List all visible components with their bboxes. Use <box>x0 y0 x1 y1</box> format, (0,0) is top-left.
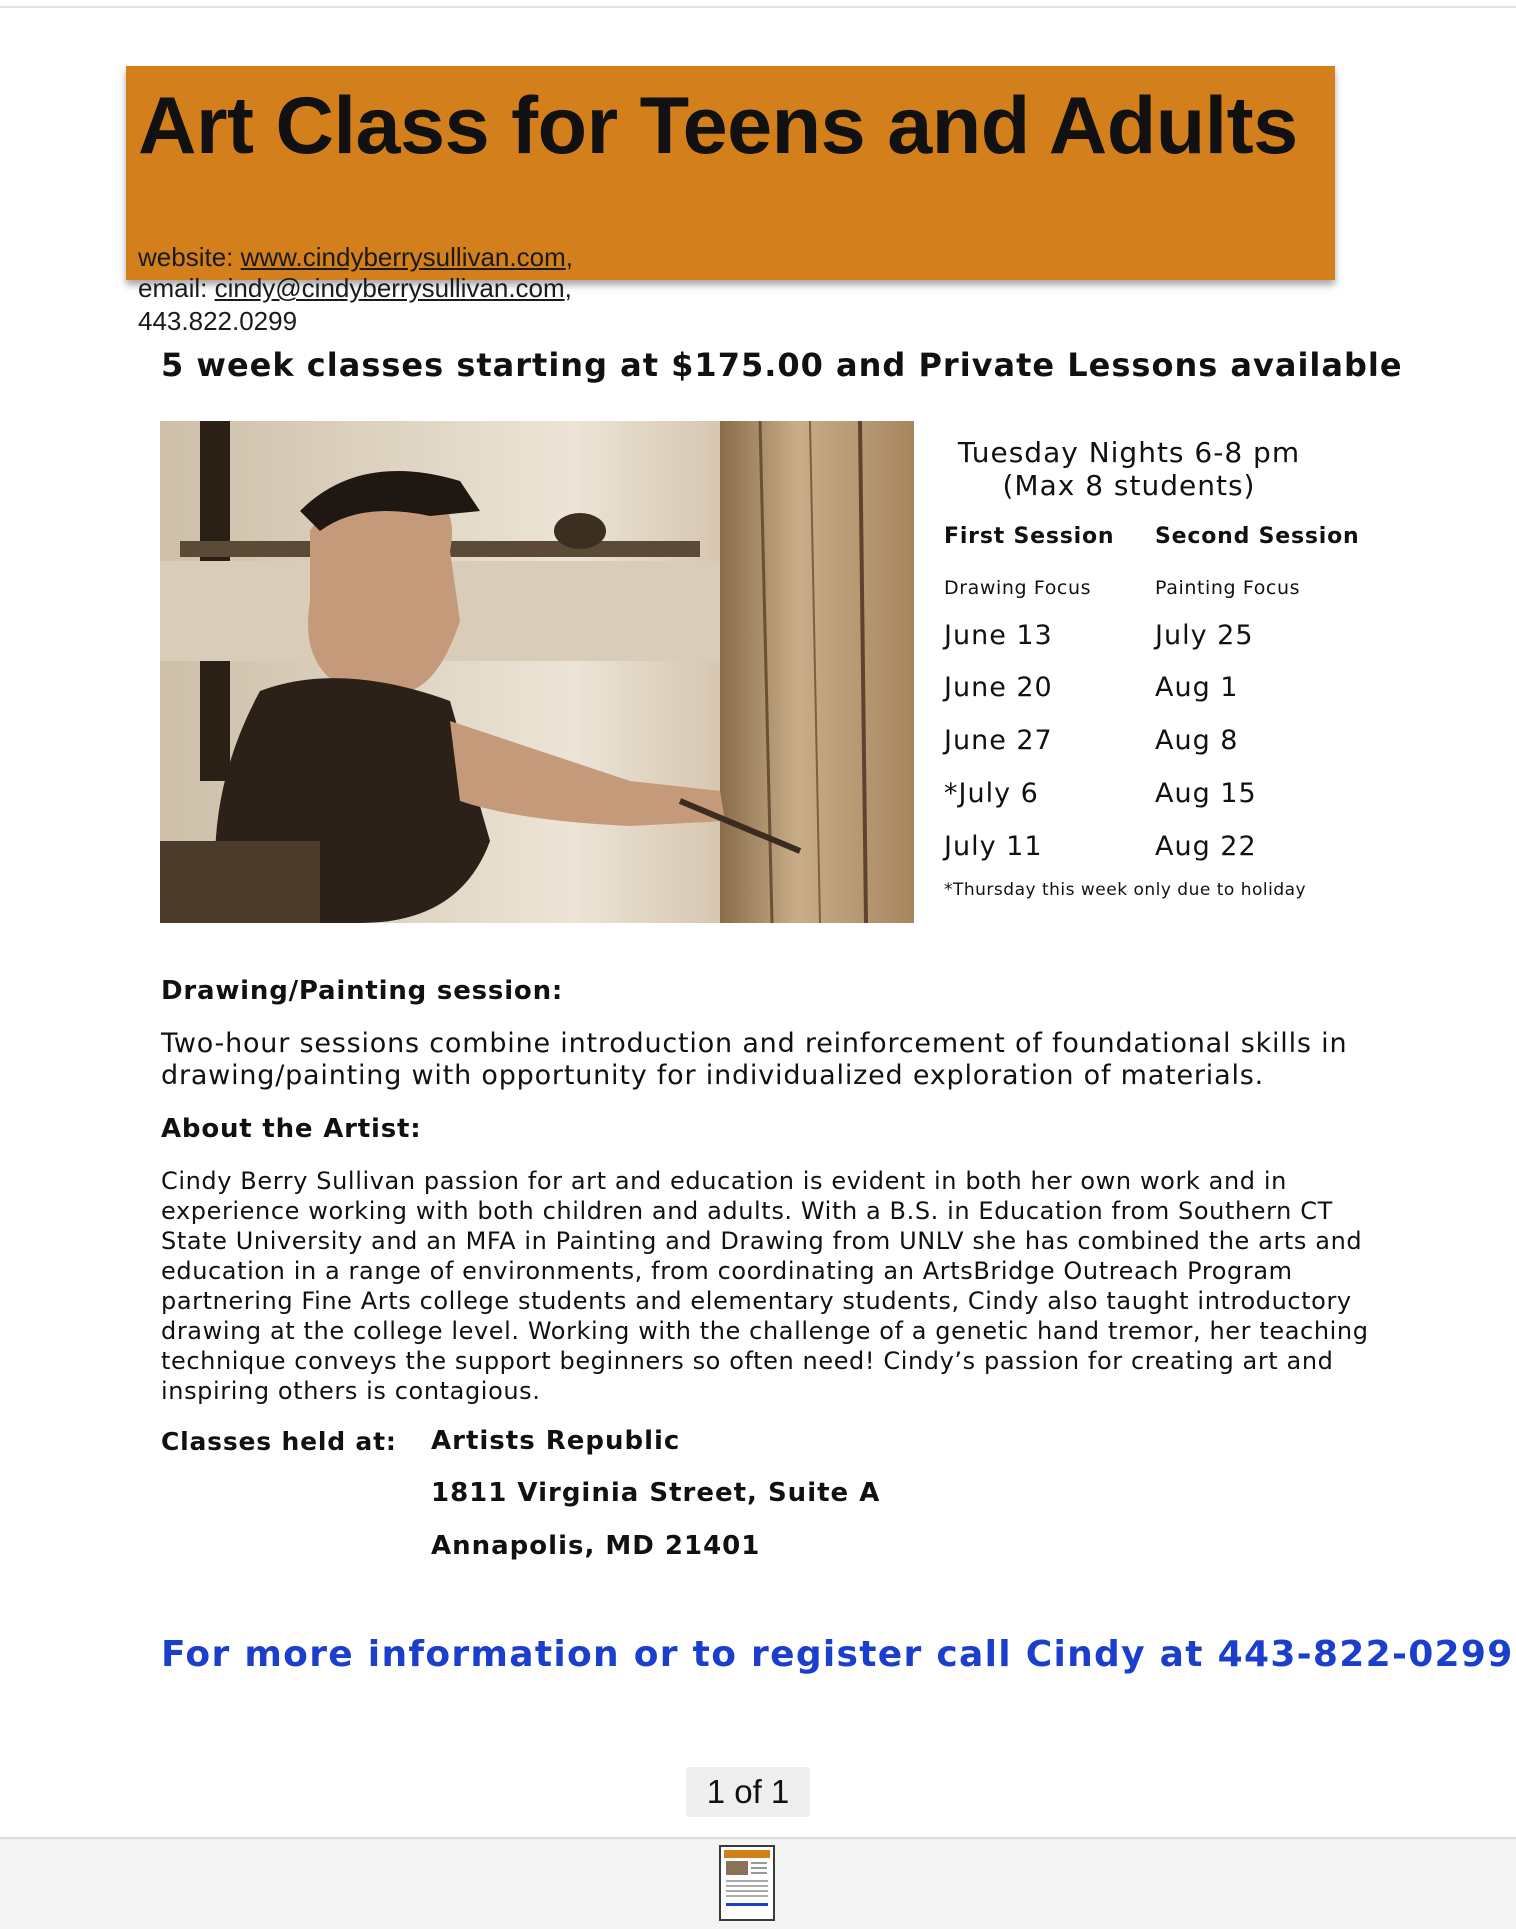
holiday-footnote: *Thursday this week only due to holiday <box>944 880 1307 900</box>
first-session-date: *July 6 <box>944 778 1039 809</box>
second-session-date: Aug 1 <box>1155 672 1239 703</box>
artist-heading: About the Artist: <box>161 1114 422 1144</box>
first-session-date: June 20 <box>944 672 1053 703</box>
second-session-date: Aug 15 <box>1155 778 1257 809</box>
website-comma: , <box>565 242 573 272</box>
first-session-date: June 13 <box>944 620 1053 651</box>
second-session-date: July 25 <box>1155 620 1254 651</box>
first-session-focus: Drawing Focus <box>944 577 1092 599</box>
website-label: website: <box>138 242 234 272</box>
location-street: 1811 Virginia Street, Suite A <box>431 1478 881 1508</box>
session-heading: Drawing/Painting session: <box>161 976 564 1006</box>
email-link[interactable]: cindy@cindyberrysullivan.com <box>214 273 565 303</box>
second-session-date: Aug 8 <box>1155 725 1239 756</box>
page-thumbnail[interactable] <box>719 1845 775 1921</box>
second-session-date: Aug 22 <box>1155 831 1257 862</box>
location-city: Annapolis, MD 21401 <box>431 1531 761 1561</box>
flyer-header-banner <box>126 66 1335 336</box>
first-session-heading: First Session <box>944 524 1115 549</box>
second-session-heading: Second Session <box>1155 524 1360 549</box>
registration-call-to-action: For more information or to register call Cindy at 443-822-0299 <box>161 1634 1514 1675</box>
location-name: Artists Republic <box>431 1426 681 1456</box>
header-phone: 443.822.0299 <box>138 306 298 336</box>
header-email-line <box>138 273 572 304</box>
artist-painting-image <box>160 421 914 923</box>
page-indicator: 1 of 1 <box>686 1767 810 1817</box>
flyer-title: Art Class for Teens and Adults <box>138 81 1298 171</box>
second-session-focus: Painting Focus <box>1155 577 1301 599</box>
schedule-time: Tuesday Nights 6-8 pm <box>957 436 1301 469</box>
header-website-line <box>138 242 573 273</box>
email-label: email: <box>138 273 208 303</box>
first-session-date: June 27 <box>944 725 1053 756</box>
location-label: Classes held at: <box>161 1427 397 1456</box>
schedule-capacity: (Max 8 students) <box>1002 469 1256 502</box>
viewer-top-border <box>0 6 1516 8</box>
artist-photo <box>160 421 914 923</box>
first-session-date: July 11 <box>944 831 1043 862</box>
pricing-tagline: 5 week classes starting at $175.00 and Private Lessons available <box>161 346 1403 384</box>
email-comma: , <box>564 273 572 303</box>
website-link[interactable]: www.cindyberrysullivan.com <box>240 242 566 272</box>
session-description: Two-hour sessions combine introduction and reinforcement of foundational skills in drawing/painting with opportunity for individualized exploration of materials. <box>161 1028 1348 1091</box>
page-thumbnail-preview-icon <box>721 1847 773 1919</box>
artist-bio: Cindy Berry Sullivan passion for art and education is evident in both her own work and in experience working with both children and adults. With a B.S. in Education from Southern CT State University and an MFA in Painting and Drawing from UNLV she has combined the arts and education in a range of environments, from coordinating an ArtsBridge Outreach Program partnering Fine Arts college students and elementary students, Cindy also taught introductory drawing at the college level. Working with the challenge of a genetic hand tremor, her teaching technique conveys the support beginners so often need! Cindy’s passion for creating art and inspiring others is contagious. <box>161 1167 1369 1405</box>
